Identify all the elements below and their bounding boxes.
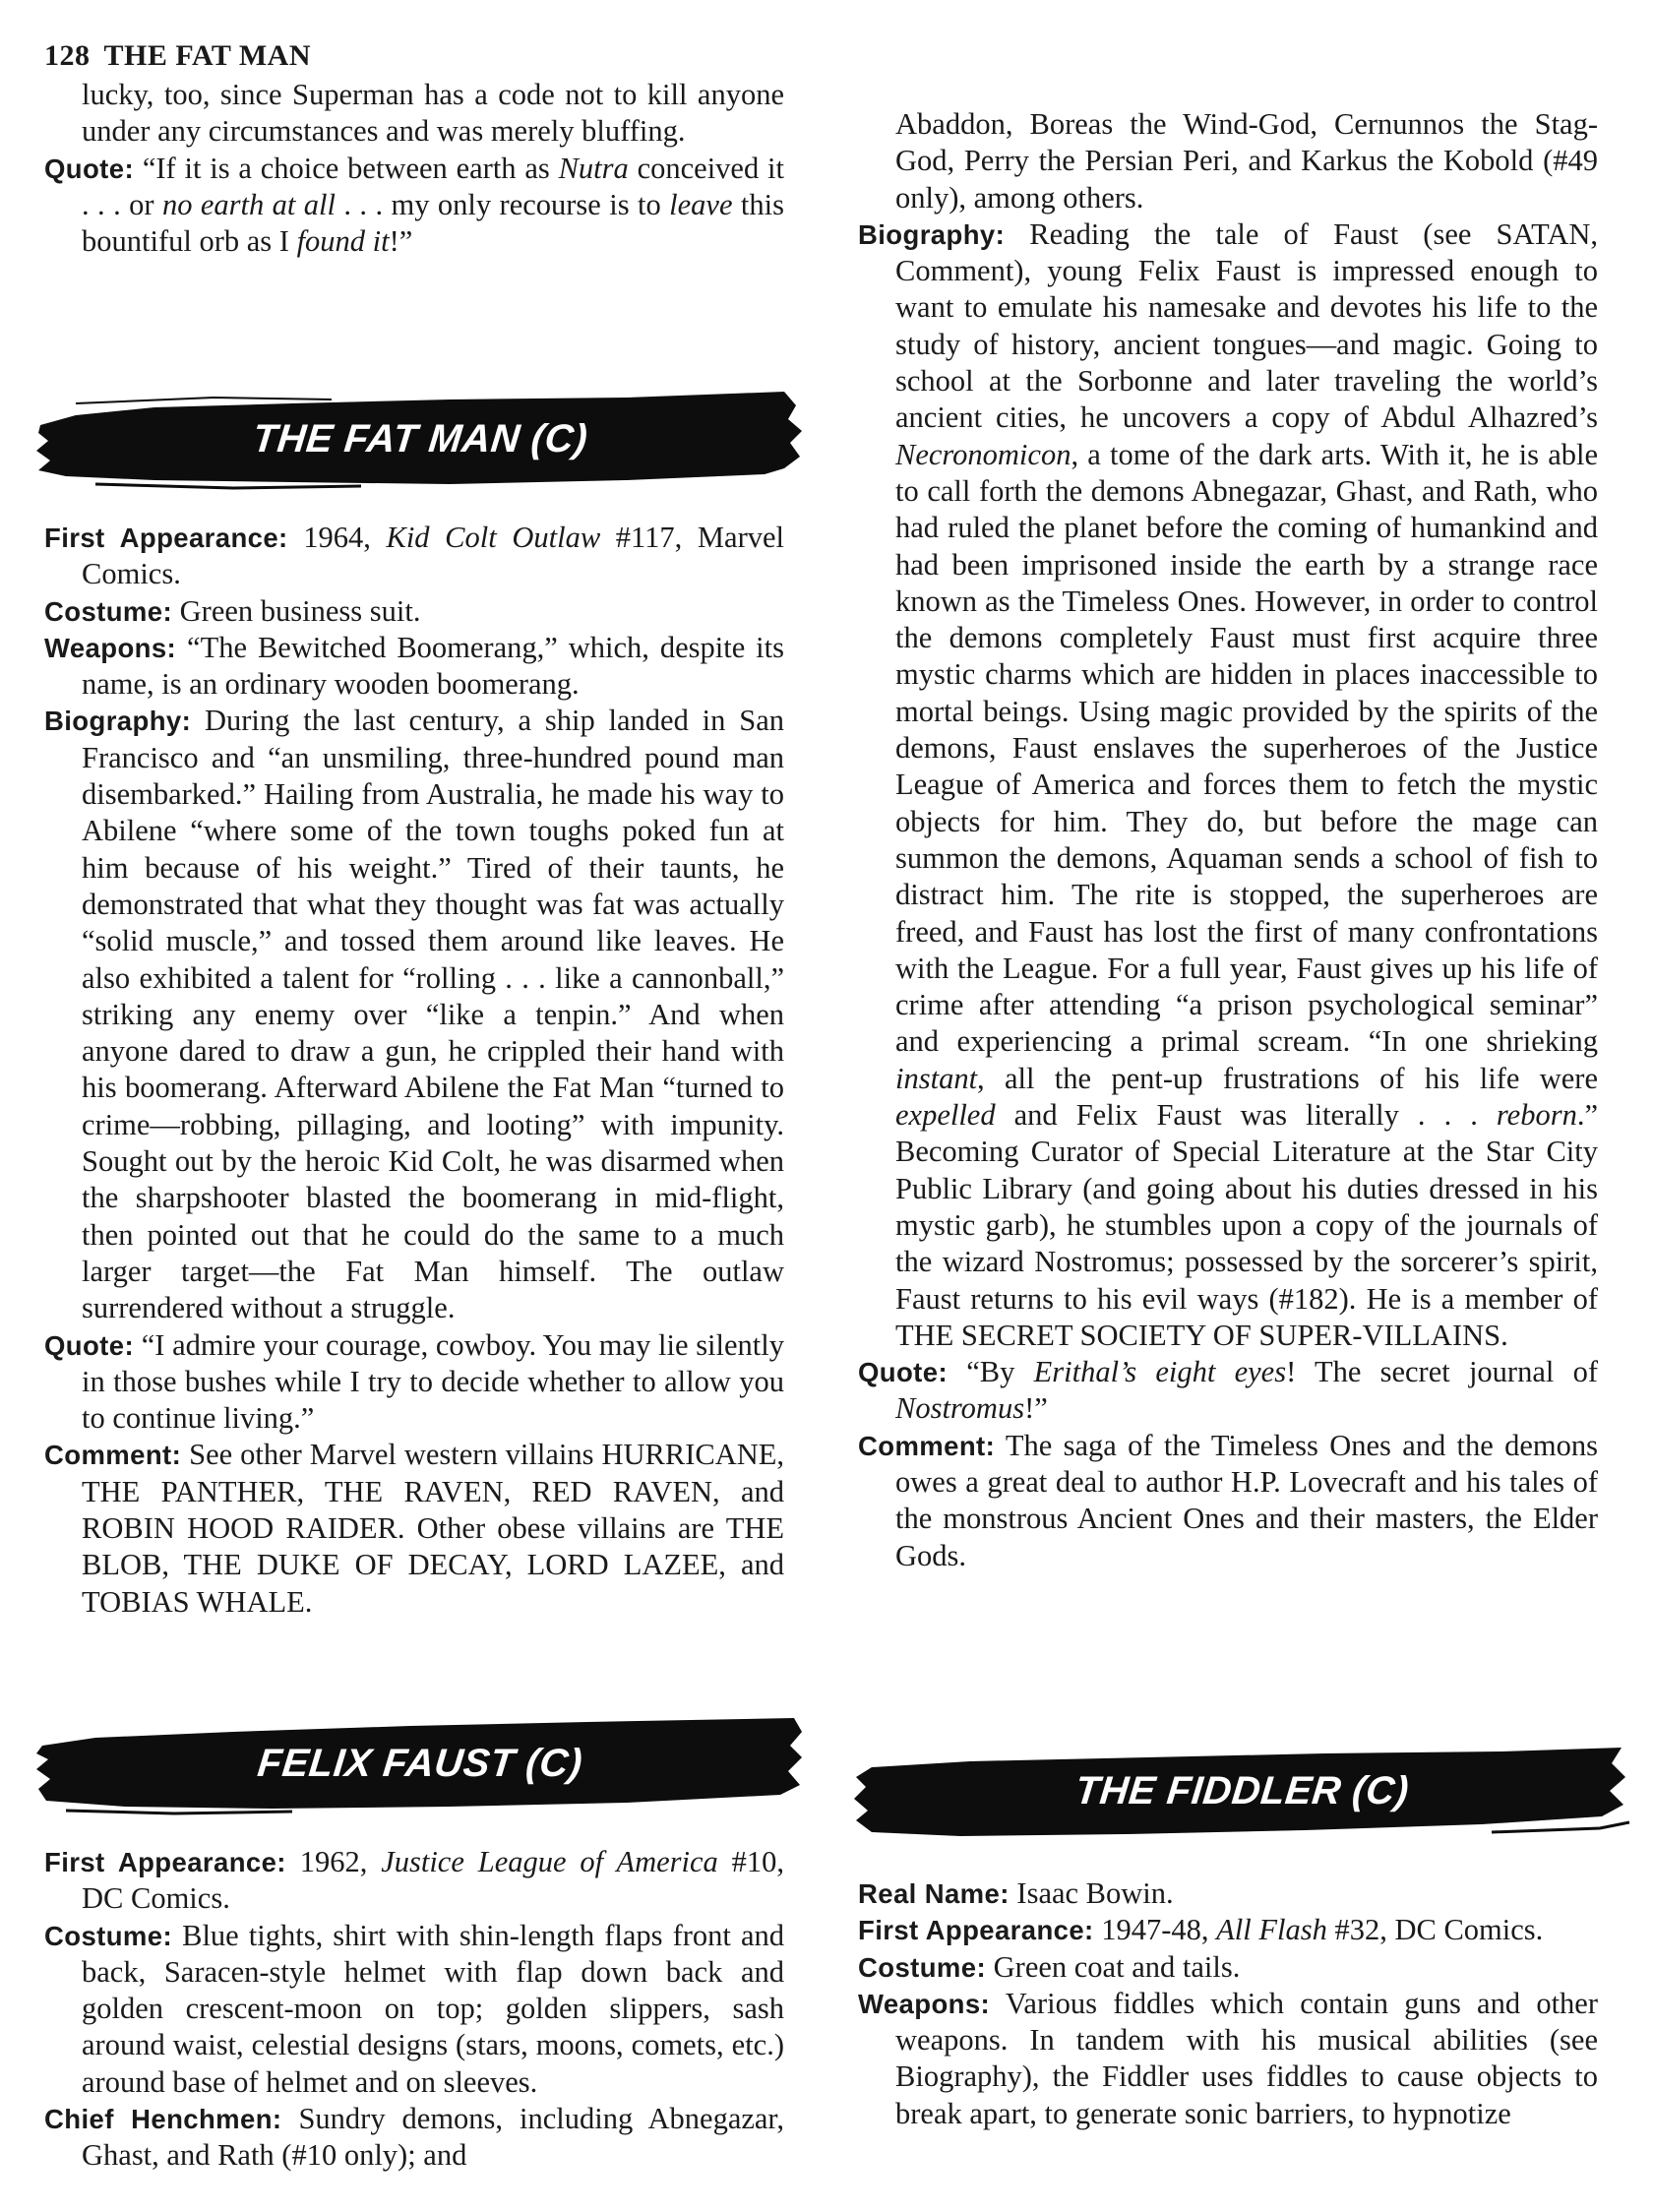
- fat-man-first-appearance: First Appearance: 1964, Kid Colt Outlaw #117, Marvel Comics.: [44, 521, 784, 591]
- fat-man-biography: Biography: During the last century, a ship landed in San Francisco and “an unsmiling, three-hundred pound man disembarked.” Hailing from Australia, he made his way to Abilene “where some of the town toughs poked fun at him because of his weight.” Tired of their taunts, he demonstrated that what they thought was fat was actually “solid muscle,” and tossed them around like leaves. He also exhibited a talent for “rolling . . . like a cannonball,” striking any enemy over “like a tenpin.” And when anyone dared to draw a gun, he crippled their hand with his boomerang. Afterward Abilene the Fat Man “turned to crime—robbing, pillaging, and looting” with impunity. Sought out by the heroic Kid Colt, he was disarmed when the sharpshooter blasted the boomerang in mid-flight, then pointed out that he could do the same to a much larger target—the Fat Man himself. The outlaw surrendered without a struggle.: [44, 704, 784, 1325]
- quote-label: Quote:: [44, 153, 134, 184]
- fat-man-comment: Comment: See other Marvel western villains HURRICANE, THE PANTHER, THE RAVEN, RED RAVEN, and ROBIN HOOD RAIDER. Other obese villains are THE BLOB, THE DUKE OF DECAY, LORD LAZEE, and TOBIAS WHALE.: [44, 1438, 784, 1619]
- fat-man-quote: Quote: “I admire your courage, cowboy. You may lie silently in those bushes while I try to decide whether to allow you to continue living.”: [44, 1327, 784, 1436]
- felix-faust-title: FELIX FAUST (C): [255, 1741, 585, 1785]
- fiddler-weapons: Weapons: Various fiddles which contain guns and other weapons. In tandem with his musical abilities (see Biography), the Fiddler uses fiddles to cause objects to break apart, to generate sonic barriers, to hypnotize: [858, 1986, 1598, 2130]
- fat-man-entry: [44, 520, 784, 1621]
- felix-faust-comment: Comment: The saga of the Timeless Ones and the demons owes a great deal to author H.P. Lovecraft and his tales of the monstrous Ancient Ones and their masters, the Elder Gods.: [858, 1428, 1598, 1572]
- continuation-text: lucky, too, since Superman has a code not to kill anyone under any circumstances and was merely bluffing.: [82, 78, 784, 149]
- felix-faust-quote: Quote: “By Erithal’s eight eyes! The secret journal of Nostromus!”: [858, 1355, 1598, 1426]
- felix-faust-entry: [44, 1844, 784, 2175]
- felix-faust-henchmen-continued: Abaddon, Boreas the Wind-God, Cernunnos the Stag-God, Perry the Persian Peri, and Karkus the Kobold (#49 only), among others.: [895, 107, 1598, 215]
- fat-man-title: THE FAT MAN (C): [250, 416, 590, 461]
- felix-faust-henchmen: Chief Henchmen: Sundry demons, including Abnegazar, Ghast, and Rath (#10 only); and: [44, 2102, 784, 2173]
- fiddler-title-banner: [852, 1738, 1631, 1844]
- felix-faust-title-banner: [36, 1710, 804, 1816]
- fiddler-title: THE FIDDLER (C): [1072, 1768, 1411, 1813]
- felix-faust-biography: Biography: Reading the tale of Faust (see SATAN, Comment), young Felix Faust is impressed enough to want to emulate his namesake and devotes his life to the study of history, ancient tongues—and magic. Going to school at the Sorbonne and later traveling the world’s ancient cities, he uncovers a copy of Abdul Alhazred’s Necronomicon, a tome of the dark arts. With it, he is able to call forth the demons Abnegazar, Ghast, and Rath, who had ruled the planet before the coming of humankind and had been imprisoned inside the earth by a strange race known as the Timeless Ones. However, in order to control the demons completely Faust must first acquire three mystic charms which are hidden in places inaccessible to mortal beings. Using magic provided by the spirits of the demons, Faust enslaves the superheroes of the Justice League of America and forces them to fetch the mystic objects for him. They do, but before the mage can summon the demons, Aquaman sends a school of fish to distract him. The rite is stopped, the superheroes are freed, and Faust has lost the first of many confrontations with the League. For a full year, Faust gives up his life of crime after attending “a prison psychological seminar” and experiencing a primal scream. “In one shrieking instant, all the pent-up frustrations of his life were expelled and Felix Faust was literally . . . reborn.” Becoming Curator of Special Literature at the Star City Public Library (and going about his duties dressed in his mystic garb), he stumbles upon a copy of the journals of the wizard Nostromus; possessed by the sorcerer’s spirit, Faust returns to his evil ways (#182). He is a member of THE SECRET SOCIETY OF SUPER-VILLAINS.: [858, 216, 1598, 1352]
- felix-faust-costume: Costume: Blue tights, shirt with shin-length flaps front and back, Saracen-style helmet with flap down back and golden crescent-moon on top; golden slippers, sash around waist, celestial designs (stars, moons, comets, etc.) around base of helmet and on sleeves.: [44, 1918, 784, 2099]
- continuation-quote: Quote: “If it is a choice between earth as Nutra conceived it . . . or no earth at all . . . my only recourse is to leave this bountiful orb as I found it!”: [44, 151, 784, 259]
- fiddler-real-name: Real Name: Isaac Bowin.: [858, 1876, 1174, 1910]
- fat-man-weapons: Weapons: “The Bewitched Boomerang,” which, despite its name, is an ordinary wooden boomerang.: [44, 630, 784, 702]
- page-header: [44, 39, 311, 73]
- running-title: THE FAT MAN: [103, 39, 312, 72]
- page-number: 128: [44, 39, 91, 72]
- fiddler-costume: Costume: Green coat and tails.: [858, 1949, 1241, 1984]
- felix-faust-entry-continued: [858, 106, 1598, 1574]
- fat-man-costume: Costume: Green business suit.: [44, 593, 421, 628]
- fiddler-first-appearance: First Appearance: 1947-48, All Flash #32, DC Comics.: [858, 1913, 1544, 1947]
- previous-entry-continuation: [44, 77, 784, 260]
- fat-man-title-banner: [36, 386, 804, 492]
- fiddler-entry: [858, 1875, 1598, 2132]
- felix-faust-first-appearance: First Appearance: 1962, Justice League of America #10, DC Comics.: [44, 1845, 785, 1916]
